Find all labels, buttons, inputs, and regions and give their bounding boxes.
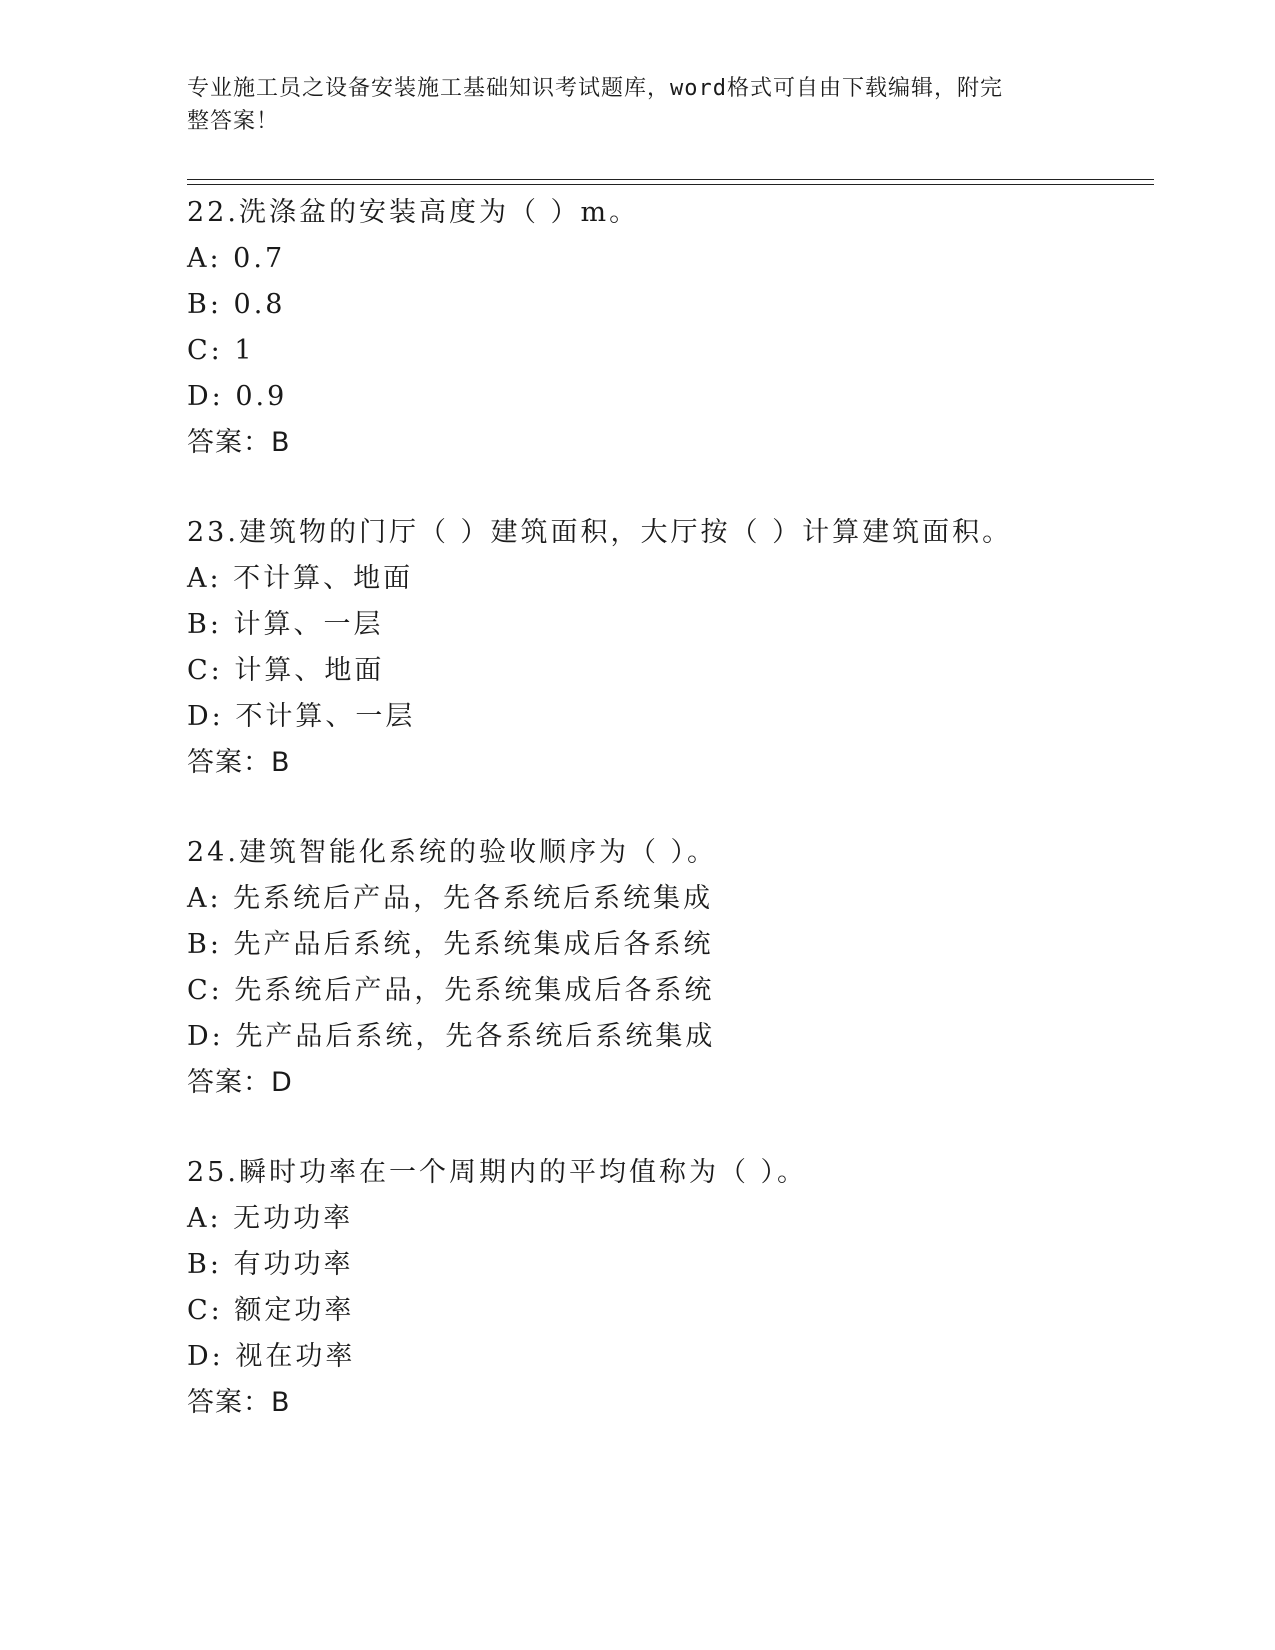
option-b: B: 先产品后系统，先系统集成后各系统: [187, 929, 714, 960]
answer: 答案：B: [187, 1387, 291, 1418]
option-c: C: 先系统后产品，先系统集成后各系统: [187, 975, 715, 1006]
answer: 答案：B: [187, 747, 291, 778]
header-divider-top: [187, 179, 1154, 180]
option-d: D: 视在功率: [187, 1341, 356, 1372]
option-a: A: 不计算、地面: [187, 563, 414, 594]
option-d: D: 不计算、一层: [187, 701, 416, 732]
answer: 答案：D: [187, 1067, 293, 1098]
option-d: D: 0.9: [187, 381, 288, 412]
question-22: [187, 190, 1147, 466]
answer: 答案：B: [187, 427, 291, 458]
question-stem: 25.瞬时功率在一个周期内的平均值称为（ ）。: [187, 1157, 808, 1188]
question-stem: 24.建筑智能化系统的验收顺序为（ ）。: [187, 837, 718, 868]
option-a: A: 无功功率: [187, 1203, 354, 1234]
header-divider-bottom: [187, 184, 1154, 185]
question-stem: 22.洗涤盆的安装高度为（ ）m。: [187, 197, 640, 228]
header-line-2: 整答案！: [187, 109, 280, 134]
option-b: B: 有功功率: [187, 1249, 354, 1280]
question-23: [187, 510, 1147, 786]
option-d: D: 先产品后系统，先各系统后系统集成: [187, 1021, 716, 1052]
option-a: A: 先系统后产品，先各系统后系统集成: [187, 883, 714, 914]
document-header: [187, 72, 1067, 138]
option-c: C: 额定功率: [187, 1295, 355, 1326]
question-25: [187, 1150, 1147, 1426]
option-a: A: 0.7: [187, 243, 286, 274]
option-b: B: 计算、一层: [187, 609, 384, 640]
header-line-1: 专业施工员之设备安装施工基础知识考试题库，word格式可自由下载编辑，附完: [187, 76, 1003, 101]
option-c: C: 计算、地面: [187, 655, 385, 686]
question-24: [187, 830, 1147, 1106]
option-b: B: 0.8: [187, 289, 286, 320]
question-stem: 23.建筑物的门厅（ ）建筑面积，大厅按（ ）计算建筑面积。: [187, 517, 1013, 548]
option-c: C: 1: [187, 335, 255, 366]
